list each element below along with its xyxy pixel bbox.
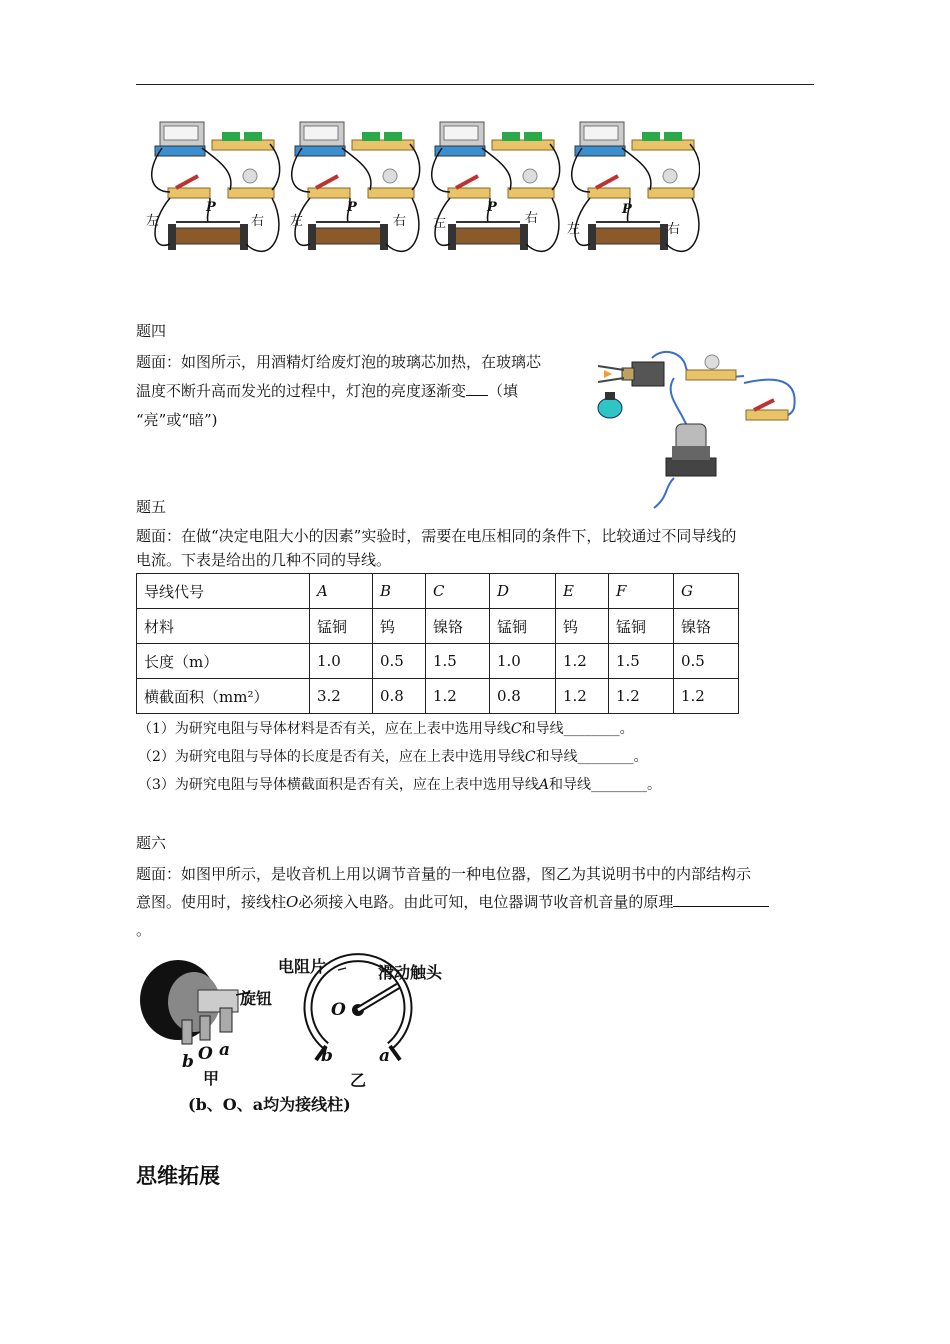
table-cell: 镍铬 [674, 609, 739, 644]
wire-table [136, 573, 739, 714]
section-title: 思维拓展 [136, 1164, 220, 1188]
figure-jia-label: 甲 [203, 1069, 220, 1088]
table-cell: F [609, 574, 674, 609]
q4-body [136, 348, 586, 435]
q4-line1: 题面：如图所示，用酒精灯给废灯泡的玻璃芯加热，在玻璃芯 [136, 353, 542, 371]
table-row [137, 644, 739, 679]
header-rule [136, 84, 814, 85]
q6-line2: 意图。使用时，接线柱O必须接入电路。由此可知，电位器调节收音机音量的原理 [136, 888, 816, 916]
terminal-o-label: O [198, 1044, 213, 1064]
table-cell: 1.2 [426, 679, 490, 714]
alcohol-lamp-figure [594, 348, 814, 513]
q5-sub2: （2）为研究电阻与导体的长度是否有关，应在上表中选用导线C和导线________。 [138, 749, 648, 765]
slider-label: 滑动触头 [378, 963, 443, 982]
q5-intro [136, 524, 816, 572]
q5-sub3: （3）为研究电阻与导体横截面积是否有关，应在上表中选用导线A和导线________。 [138, 777, 662, 793]
table-cell: 1.5 [609, 644, 674, 679]
q5-intro-line2: 电流。下表是给出的几种不同的导线。 [136, 551, 392, 569]
table-row [137, 679, 739, 714]
circuit2-right-label: 右 [393, 214, 407, 229]
table-cell: 1.2 [556, 679, 609, 714]
table-cell: G [674, 574, 739, 609]
circuit2-left-label: 左 [290, 214, 304, 229]
diagram-b-label: b [321, 1046, 333, 1066]
table-cell: 长度（m） [137, 644, 310, 679]
circuit4-right-label: 右 [667, 222, 681, 237]
q4-line2: 温度不断升高而发光的过程中，灯泡的亮度逐渐变 （填 [136, 382, 519, 400]
table-row [137, 609, 739, 644]
circuit3-left-label: 左 [433, 216, 447, 231]
table-cell: 0.8 [373, 679, 426, 714]
table-cell: 横截面积（mm²） [137, 679, 310, 714]
table-cell: D [490, 574, 556, 609]
diagram-a-label: a [379, 1046, 391, 1066]
q5-intro-line1: 题面：在做“决定电阻大小的因素”实验时，需要在电压相同的条件下，比较通过不同导线的 [136, 527, 737, 545]
q6-line3: 。 [136, 921, 152, 939]
circuit3-p-label: P [487, 200, 497, 215]
q6-answer-blank[interactable] [673, 892, 769, 907]
table-cell: 1.0 [490, 644, 556, 679]
table-cell: A [310, 574, 373, 609]
figure-caption: (b、O、a均为接线柱) [188, 1095, 351, 1114]
table-cell: 0.5 [373, 644, 426, 679]
table-cell: 导线代号 [137, 574, 310, 609]
terminal-a-label: a [219, 1040, 231, 1060]
table-cell: 钨 [556, 609, 609, 644]
table-cell: B [373, 574, 426, 609]
table-cell: 锰铜 [310, 609, 373, 644]
circuit1-p-label: P [206, 200, 216, 215]
table-cell: 0.5 [674, 644, 739, 679]
q4-heading: 题四 [136, 322, 167, 340]
terminal-b-label: b [182, 1052, 194, 1072]
circuit-diagrams [140, 112, 700, 272]
q5-heading: 题五 [136, 498, 167, 516]
q4-answer-blank[interactable] [466, 381, 488, 396]
q4-line3: “亮”或“暗”) [136, 411, 218, 429]
diagram-o-label: O [331, 1000, 346, 1020]
table-cell: 1.2 [609, 679, 674, 714]
circuit4-p-label: P [622, 202, 632, 217]
circuit1-left-label: 左 [146, 214, 160, 229]
table-cell: 1.2 [556, 644, 609, 679]
knob-label: 旋钮 [240, 989, 273, 1008]
table-cell: 锰铜 [609, 609, 674, 644]
resistor-label: 电阻片 [278, 957, 327, 976]
table-cell: 1.0 [310, 644, 373, 679]
table-cell: 锰铜 [490, 609, 556, 644]
q6-heading: 题六 [136, 834, 167, 852]
q6-body [136, 860, 816, 944]
table-cell: 材料 [137, 609, 310, 644]
q6-line1: 题面：如图甲所示，是收音机上用以调节音量的一种电位器，图乙为其说明书中的内部结构示 [136, 865, 752, 883]
table-cell: 1.2 [674, 679, 739, 714]
table-cell: 0.8 [490, 679, 556, 714]
circuit2-p-label: P [347, 200, 357, 215]
table-cell: 钨 [373, 609, 426, 644]
circuit1-right-label: 右 [251, 214, 265, 229]
table-cell: 镍铬 [426, 609, 490, 644]
q5-sub1: （1）为研究电阻与导体材料是否有关，应在上表中选用导线C和导线________。 [138, 721, 634, 737]
table-cell: E [556, 574, 609, 609]
table-row [137, 574, 739, 609]
table-cell: 1.5 [426, 644, 490, 679]
table-cell: 3.2 [310, 679, 373, 714]
figure-yi-label: 乙 [350, 1071, 367, 1090]
circuit4-left-label: 左 [567, 222, 581, 237]
circuit3-right-label: 右 [525, 211, 539, 226]
table-cell: C [426, 574, 490, 609]
